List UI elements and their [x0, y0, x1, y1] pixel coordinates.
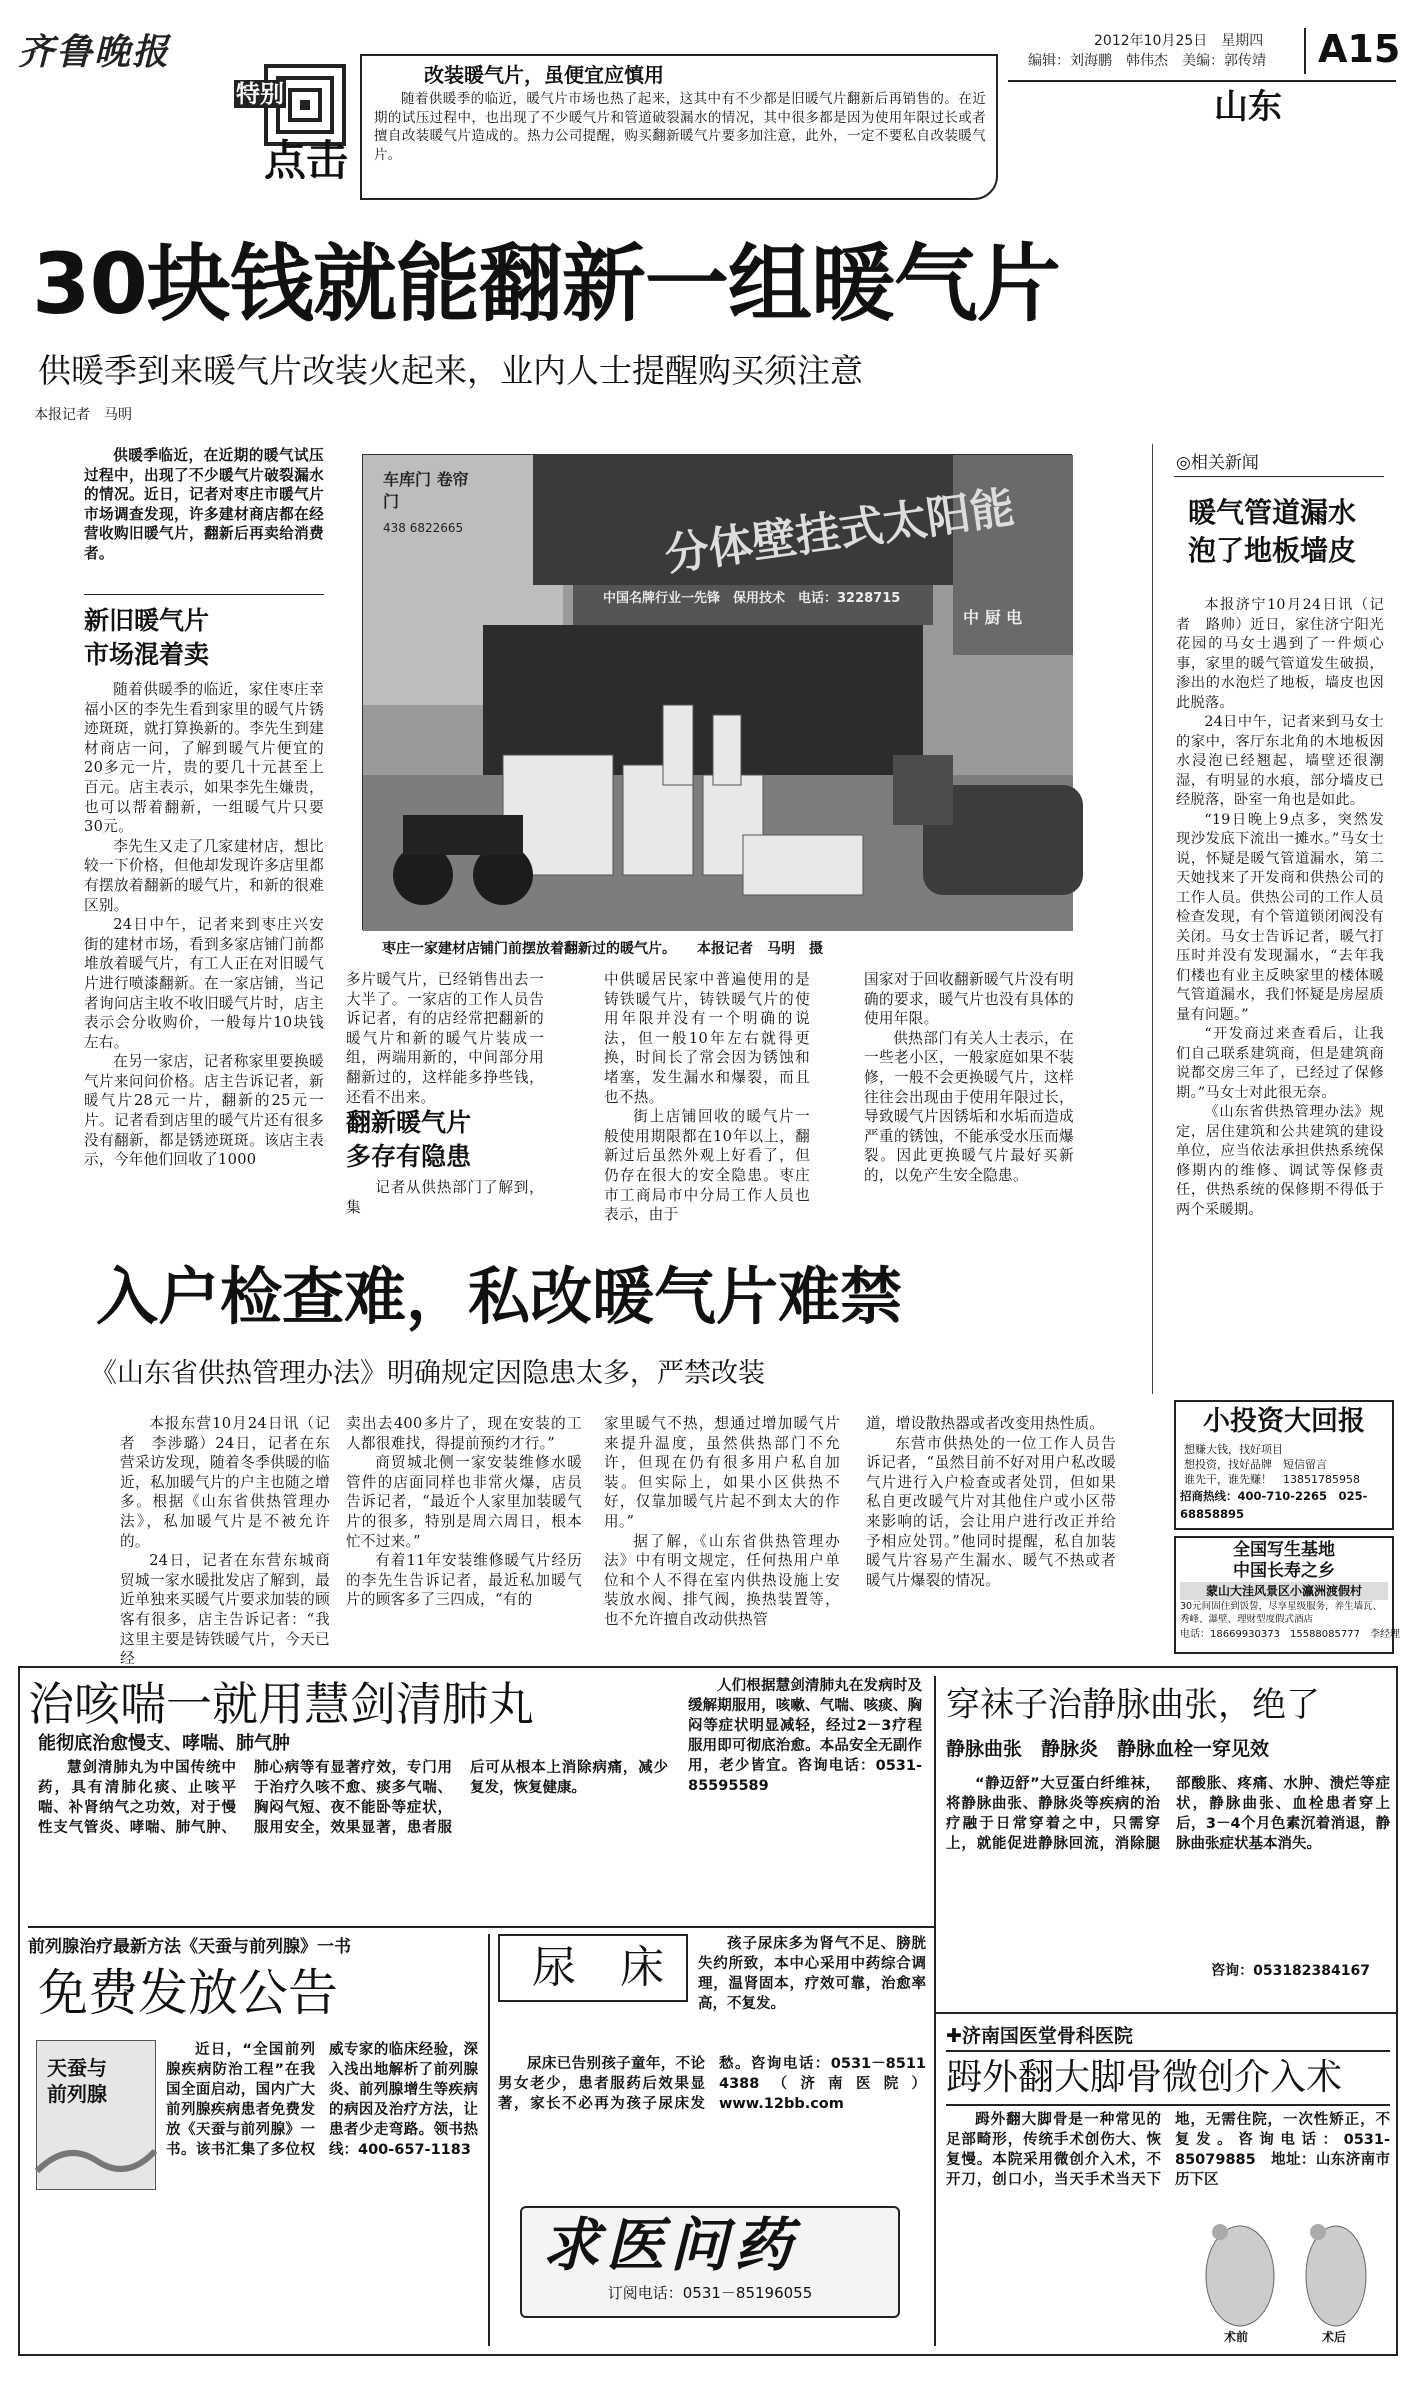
paper-logo: 齐鲁晚报: [18, 31, 171, 73]
ad2-title: 穿袜子治静脉曲张，绝了: [946, 1685, 1320, 1725]
ad1-sub: 能彻底治愈慢支、哮喘、肺气肿: [38, 1733, 290, 1754]
related-label: ◎相关新闻: [1176, 453, 1259, 473]
ad3-body: [166, 2040, 478, 2344]
book-wave-icon: [37, 2141, 155, 2181]
special-comment-logo: [234, 60, 352, 186]
paragraph: 本报东营10月24日讯（记者 李涉璐）24日，记者在东营采访发现，随着冬季供暖的临近，私加暖气片的户主也随之增多。根据《山东省供热管理办法》，私加暖气片是不被允许的。: [120, 1415, 330, 1550]
intro-text: 供暖季临近，在近期的暖气试压过程中，出现了不少暖气片破裂漏水的情况。近日，记者对枣庄市暖气片市场调查发现，许多建材商店都在经营收购旧暖气片，翻新后再卖给消费者。: [84, 447, 324, 562]
paragraph: 街上店铺回收的暖气片一般使用期限都在10年以上，翻新过后虽然外观上好看了，但仍存在很大的安全隐患。枣庄市工商局市中分局工作人员也表示，由于: [604, 1108, 810, 1224]
lead-column-3: [604, 970, 810, 1224]
ads-divider-v2: [488, 1934, 490, 2346]
paragraph: 中供暖居民家中普遍使用的是铸铁暖气片，铸铁暖气片的使用年限并没有一个明确的说法，但一般10年左右就得更换，时间长了常会因为锈蚀和堵塞，发生漏水和爆裂，而且也不热。: [604, 971, 810, 1106]
ad-paragraph: 尿床已告别孩子童年，不论男女老少，患者服药后效果显著，家长不必再为孩子尿床发愁。咨询电话：0531－8511 4388（济南医院）www.12bb.com: [498, 2056, 926, 2112]
ad-paragraph: 慧剑清肺丸为中国传统中药，具有清肺化痰、止咳平喘、补肾纳气之功效，对于慢性支气管炎、哮喘、肺气肿、肺心病等有显著疗效，专门用于治疗久咳不愈、痰多气喘、胸闷气短、夜不能卧等症状，服用安全，效果显著，患者服后可从根本上消除病痛，减少复发，恢复健康。: [38, 1760, 668, 1836]
resort-sub: 蒙山大洼风景区小瀛洲渡假村: [1180, 1582, 1388, 1600]
ad-cough-col[interactable]: [688, 1676, 922, 1918]
logo-bottom-text: 点击: [264, 136, 349, 185]
ad6-hospital: [946, 2022, 1390, 2050]
photo-sign-main: 分体壁挂式太阳能: [661, 481, 1018, 582]
headline-line: 泡了地板墙皮: [1188, 534, 1357, 567]
foot-images: [1190, 2216, 1386, 2346]
second-column-3: [604, 1414, 840, 1644]
resort-phone: 电话：18669930373 15588085777 李经理: [1180, 1629, 1400, 1640]
ad-paragraph: 𧿹外翻大脚骨是一种常见的足部畸形，传统手术创伤大、恢复慢。本院采用微创介入术，不开刀，创口小，当天手术当天下地，无需住院，一次性矫正，不复发。咨询电话：0531-85079885 地址：山东济南市历下区: [946, 2112, 1390, 2188]
resort-title: 中国长寿之乡: [1233, 1561, 1335, 1581]
comment-title: 改装暖气片，虽便宜应慎用: [424, 63, 664, 87]
small-ad-resort[interactable]: [1174, 1536, 1400, 1654]
ads-divider-h1: [28, 1926, 934, 1928]
intro-rule: [84, 594, 324, 595]
small-ad-line: 想投资，找好品牌 短信留言: [1184, 1458, 1327, 1471]
subhead-line: 翻新暖气片: [346, 1108, 472, 1137]
paragraph: 家里暖气不热，想通过增加暖气片来提升温度，虽然供热部门不允许，但现在仍有很多用户私自加装。但实际上，如果小区供热不好，仅靠加暖气片起不到太大的作用。”: [604, 1415, 840, 1530]
paragraph: 据了解，《山东省供热管理办法》中有明文规定，任何热用户单位和个人不得在室内供热设施上安装放水阀、排气阀，换热装置等，也不允许擅自改动供热管: [604, 1532, 840, 1628]
paragraph: 东营市供热处的一位工作人员告诉记者，“虽然目前不好对用户私改暖气片进行入户检查或者处罚，但如果私自更改暖气片对其他住户或小区带来影响的话，会让用户进行改正并给予相应处罚。”他同时提醒，私自加装暖气片容易产生漏水、暖气不热或者暖气片爆裂的情况。: [866, 1434, 1116, 1589]
ad4-col: [498, 2054, 926, 2164]
paragraph: 供热部门有关人士表示，在一些老小区，一般家庭如果不装修，一般不会更换暖气片，这样往往会出现由于使用年限过长，导致暖气片因锈垢和水垢而造成严重的锈蚀，不能承受水压而爆裂。因此更换暖气片最好买新的，以免产生安全隐患。: [864, 1029, 1074, 1184]
photo-sign-sub: 中国名牌行业一先锋 保用技术 电话：3228715: [603, 591, 901, 606]
lead-column-1: [84, 680, 324, 1250]
small-ad-phone: 招商热线：400-710-2265 025-68858895: [1180, 1489, 1368, 1521]
small-ad-line: 谁先干，谁先赚！ 13851785958: [1184, 1473, 1360, 1486]
subhead-line: 市场混着卖: [84, 640, 210, 669]
related-headline: [1188, 494, 1356, 570]
related-label-rule: [1174, 476, 1384, 477]
ad2-sub: 静脉曲张 静脉炎 静脉血栓一穿见效: [946, 1738, 1270, 1760]
comment-body: 随着供暖季的临近，暖气片市场也热了起来，这其中有不少都是旧暖气片翻新后再销售的。在近期的试压过程中，也出现了不少暖气片和管道破裂漏水的情况，其中很多都是因为使用年限过长或者擅自改装暖气片造成的。热力公司提醒，购买翻新暖气片要多加注意，此外，一定不要私自改装暖气片。: [374, 91, 986, 163]
section-name: 山东: [1214, 87, 1282, 127]
small-ad-investment[interactable]: [1174, 1400, 1394, 1530]
second-subhead: 《山东省供热管理办法》明确规定因隐患太多，严禁改装: [90, 1358, 765, 1389]
paragraph: 随着供暖季的临近，家住枣庄幸福小区的李先生看到家里的暖气片锈迹斑斑，就打算换新的。李先生到建材商店一问，了解到暖气片便宜的20多元一片，贵的要几十元甚至上百元。店主表示，如果李先生嫌贵，也可以帮着翻新，一组暖气片只要30元。: [84, 681, 324, 836]
lead-column-2b: [346, 1178, 544, 1216]
subhead-line: 多存有隐患: [346, 1142, 472, 1171]
before-label: 术前: [1224, 2330, 1249, 2344]
ad1-body: [38, 1758, 668, 1916]
paragraph: “开发商过来查看后，让我们自己联系建筑商，但是建筑商说都交房三年了，已经过了保修期。”马女士对此很无奈。: [1176, 1026, 1384, 1101]
editor-line: 编辑：刘海鹏 韩伟杰 美编：郭传靖: [1028, 53, 1266, 69]
second-column-2: [346, 1414, 582, 1644]
foot-before-after-icon: [1190, 2216, 1386, 2326]
paragraph: 《山东省供热管理办法》规定，居住建筑和公共建筑的建设单位，应当依法承担供热系统保修期内的维修、调试等保修责任，供热系统的保修期不得低于两个采暖期。: [1176, 1104, 1384, 1218]
second-column-4: [866, 1414, 1116, 1644]
book-cover: [36, 2040, 156, 2190]
ad-bedwetting[interactable]: [498, 1934, 926, 2184]
ad5-phone: 订阅电话：0531－85196055: [607, 2284, 813, 2302]
page-divider: [1304, 28, 1306, 74]
header-rule: [1008, 80, 1396, 82]
ad3-title: 前列腺治疗最新方法《天蚕与前列腺》一书: [28, 1937, 351, 1957]
page-number: A15: [1318, 27, 1401, 71]
resort-text: 30元间固住到饭誓，尽享星级服务，养生墙瓦、秀峰、瀑壁、理财型度假式酒店: [1180, 1601, 1383, 1625]
ad-socks[interactable]: [946, 1682, 1390, 2002]
ad5-title: 求医问药: [542, 2211, 799, 2279]
ads-divider-v1: [934, 1676, 936, 2346]
ad4-body: [698, 1934, 926, 2054]
comment-box: [360, 54, 998, 200]
subhead-new-old: [84, 604, 324, 672]
lead-column-4: [864, 970, 1074, 1210]
ad-paragraph: “静迈舒”大豆蛋白纤维袜，将静脉曲张、静脉炎等疾病的治疗融于日常穿着之中，只需穿上，就能促进静脉回流，消除腿部酸胀、疼痛、水肿、溃烂等症状，静脉曲张、血栓患者穿上后，3－4个月色素沉着消退，静脉曲张症状基本消失。: [946, 1776, 1390, 1852]
cross-icon: ✚: [946, 2025, 962, 2047]
paragraph: 在另一家店，记者称家里要换暖气片来问问价格。店主告诉记者，新暖气片28元一片，翻新的25元一片。记者看到店里的暖气片还有很多没有翻新，都是锈迹斑斑。该店主表示，今年他们回收了1000: [84, 1053, 324, 1169]
ads-divider-h2: [936, 2012, 1396, 2014]
ad-paragraph: 近日，“全国前列腺疾病防治工程”在我国全面启动，国内广大前列腺疾病患者免费发放《天蚕与前列腺》一书。该书汇集了多位权威专家的临床经验，深入浅出地解析了前列腺炎、前列腺增生等疾病的病因及治疗方法，让患者少走弯路。领书热线：400-657-1183: [166, 2042, 478, 2158]
second-headline: 入户检查难，私改暖气片难禁: [96, 1260, 903, 1333]
paragraph: 24日，记者在东营东城商贸城一家水暖批发店了解到，最近单独来买暖气片要求加装的顾客有很多，店主告诉记者：“我这里主要是铸铁暖气片，今天已经: [120, 1552, 330, 1668]
photo-sign-phone: 438 6822665: [383, 521, 464, 535]
ad3-big: 免费发放公告: [38, 1964, 338, 2022]
paragraph: 李先生又走了几家建材店，想比较一下价格，但他却发现许多店里都有摆放着翻新的暖气片，和新的很难区别。: [84, 837, 324, 914]
small-ad-line: 想赚大钱，找好项目: [1184, 1443, 1283, 1456]
photo-sign-right: 中 厨 电: [963, 608, 1023, 627]
related-body: [1176, 596, 1384, 1386]
ad-bunion[interactable]: [946, 2022, 1390, 2348]
paragraph: 卖出去400多片了，现在安装的工人都很难找，得提前预约才行。”: [346, 1415, 582, 1452]
paragraph: 商贸城北侧一家安装维修水暖管件的店面同样也非常火爆，店员告诉记者，“最近个人家里加装暖气片的很多，特别是周六周日，根本忙不过来。”: [346, 1454, 582, 1550]
after-label: 术后: [1322, 2330, 1347, 2344]
photo-sign-left: 车库门 卷帘门: [383, 470, 469, 511]
paragraph: 有着11年安装维修暖气片经历的李先生告诉记者，最近私加暖气片的顾客多了三四成，“有的: [346, 1552, 582, 1609]
paragraph: 道，增设散热器或者改变用热性质。: [866, 1415, 1105, 1432]
lead-subhead: 供暖季到来暖气片改装火起来，业内人士提醒购买须注意: [38, 351, 863, 390]
subhead-hidden-danger: [346, 1106, 544, 1174]
subhead-line: 新旧暖气片: [84, 606, 210, 635]
paragraph: 本报济宁10月24日讯（记者 路帅）近日，家住济宁阳光花园的马女士遇到了一件烦心事，家里的暖气管道发生破损，渗出的水泡烂了地板，墙皮也因此脱落。: [1176, 597, 1384, 711]
lead-intro: [84, 446, 324, 582]
hospital-name: 济南国医堂骨科医院: [961, 2025, 1133, 2047]
paragraph: 记者从供热部门了解到，集: [346, 1179, 544, 1216]
ad-paragraph: 人们根据慧剑清肺丸在发病时及缓解期服用，咳嗽、气喘、咳痰、胸闷等症状明显减轻，经过2－3疗程服用即可彻底治愈。本品安全无副作用，老少皆宜。咨询电话：0531-85595589: [688, 1678, 922, 1794]
ad2-phone: 咨询：053182384167: [1211, 1963, 1370, 1979]
second-column-1: [120, 1414, 330, 1668]
paragraph: 24日中午，记者来到枣庄兴安街的建材市场，看到多家店铺门前都堆放着暖气片，有工人正在对旧暖气片进行喷漆翻新。在一家店铺，当记者询问店主收不收旧暖气片时，店主表示会分收购价，一般每片10块钱左右。: [84, 916, 324, 1051]
ad1-title: 治咳喘一就用慧剑清肺丸: [28, 1677, 534, 1731]
headline-line: 暖气管道漏水: [1188, 496, 1357, 529]
lead-photo: [362, 454, 1072, 930]
paragraph: “19日晚上9点多，突然发现沙发底下流出一摊水。”马女士说，怀疑是暖气管道漏水，第二天她找来了开发商和供热公司的工作人员。供热公司的工作人员检查发现，有个管道锁闭阀没有关闭。马女士告诉记者，暖气打压时并没有发现漏水，“去年我们楼也有业主反映家里的楼体暖气管道漏水，我们怀疑是房屋质量有问题。”: [1176, 811, 1384, 1023]
ad-prostate[interactable]: [28, 1934, 482, 2348]
ad2-body: [946, 1774, 1390, 1960]
paragraph: 多片暖气片，已经销售出去一大半了。一家店的工作人员告诉记者，有的店经常把翻新的暖气片和新的暖气片装成一组，两端用新的，中间部分用翻新过的，这样能多挣些钱，还看不出来。: [346, 971, 544, 1106]
photo-caption: 枣庄一家建材店铺门前摆放着翻新过的暖气片。 本报记者 马明 摄: [382, 941, 823, 957]
book-title: 天蚕与前列腺: [47, 2056, 107, 2106]
ad-paragraph: 孩子尿床多为肾气不足、膀胱失约所致，本中心采用中药综合调理，温肾固本，疗效可靠，治愈率高，不复发。: [698, 1936, 926, 2012]
logo-top-text: 特别: [236, 80, 284, 108]
resort-title: 全国写生基地: [1233, 1540, 1335, 1560]
related-divider: [1152, 444, 1153, 1394]
paragraph: 国家对于回收翻新暖气片没有明确的要求，暖气片也没有具体的使用年限。: [864, 971, 1074, 1028]
ad4-title: 尿 床: [498, 1934, 688, 2002]
lead-headline: 30块钱就能翻新一组暖气片: [32, 235, 1060, 333]
ad-magazine[interactable]: [520, 2206, 900, 2318]
lead-byline: 本报记者 马明: [34, 407, 132, 423]
small-ad-title: 小投资大回报: [1203, 1406, 1365, 1437]
paragraph: 24日中午，记者来到马女士的家中，客厅东北角的木地板因水浸泡已经翘起，墙壁还很潮湿，有明显的水痕，部分墙皮已经脱落，卧室一角也是如此。: [1176, 714, 1384, 808]
edition-date: 2012年10月25日 星期四: [1094, 33, 1264, 49]
ad6-title: 𧿹外翻大脚骨微创介入术: [946, 2050, 1390, 2106]
